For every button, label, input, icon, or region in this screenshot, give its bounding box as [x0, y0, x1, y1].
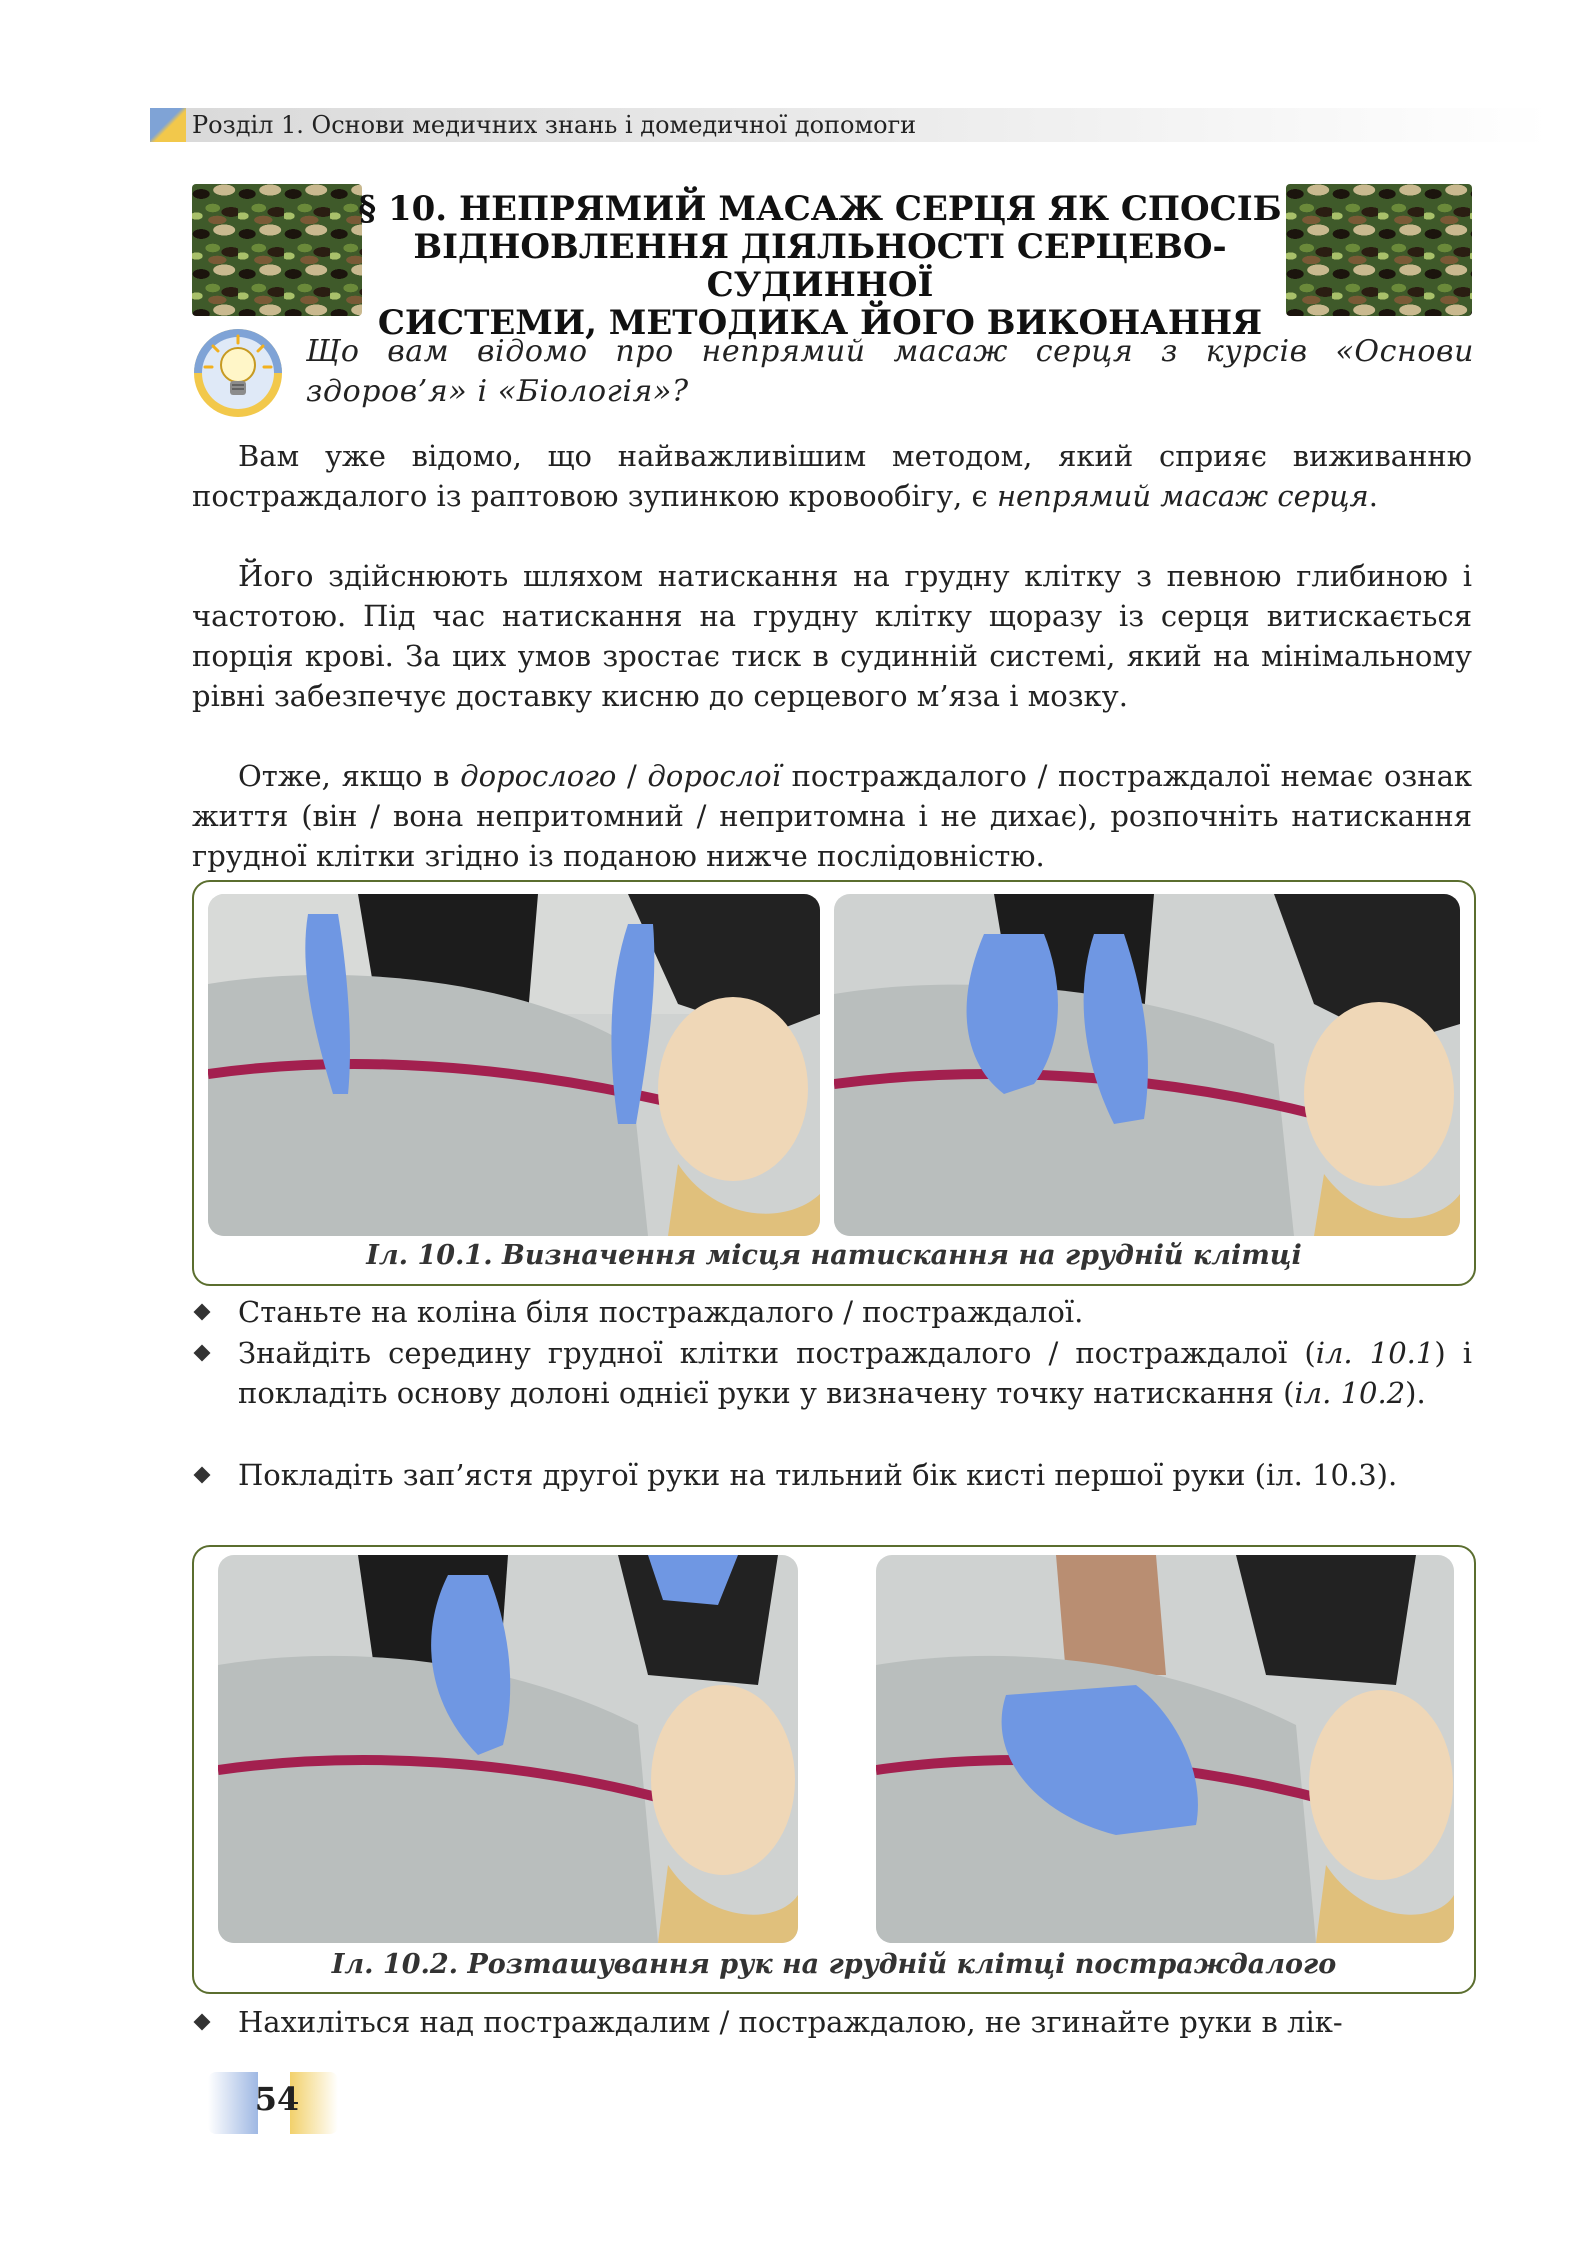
- bullet-diamond-icon: [194, 1467, 211, 1484]
- paragraph-3-emphasis: дорослої: [647, 759, 781, 793]
- paragraph-1: [192, 436, 1472, 516]
- lightbulb-icon: [192, 327, 284, 419]
- paragraph-3: [192, 756, 1472, 876]
- bullet-diamond-icon: [194, 1345, 211, 1362]
- running-header: [150, 108, 1550, 142]
- photo-hand-placement-2: [876, 1555, 1454, 1943]
- bullet-text: Станьте на коліна біля постраждалого / постраждалої.: [238, 1295, 1084, 1329]
- paragraph-1-tail: .: [1368, 479, 1378, 513]
- instruction-bullet-4: [196, 2002, 1472, 2042]
- bullet-diamond-icon: [194, 1304, 211, 1321]
- bullet-text-part: Знайдіть середину грудної клітки постраждалого / постраждалої (: [238, 1336, 1316, 1370]
- page-number-badge: [208, 2072, 348, 2134]
- figure-caption: Іл. 10.1. Визначення місця натискання на грудній клітці: [366, 1240, 1302, 1271]
- instruction-bullet-2: [196, 1333, 1472, 1413]
- paragraph-1-emphasis: непрямий масаж серця: [996, 479, 1369, 513]
- photo-locating-chest-midpoint-1: [208, 894, 820, 1236]
- paragraph-3-text: /: [616, 759, 648, 793]
- bullet-diamond-icon: [194, 2014, 211, 2031]
- intro-question: Що вам відомо про непрямий масаж серця з курсів «Основи здоров’я» і «Біологія»?: [306, 334, 1474, 409]
- camouflage-decoration-left: [192, 184, 362, 316]
- figure-reference: іл. 10.2: [1294, 1376, 1406, 1410]
- figure-reference: іл. 10.1: [1315, 1336, 1435, 1370]
- header-corner-mark: [150, 108, 186, 142]
- bullet-text-part: ).: [1405, 1376, 1426, 1410]
- section-title-line: § 10. НЕПРЯМИЙ МАСАЖ СЕРЦЯ ЯК СПОСІБ: [358, 189, 1282, 229]
- paragraph-3-text: постраждалого / постраждалої немає ознак життя (він / вона непритомний / непритомна і не дихає), розпочніть натискання грудної клітки згідно із поданою нижче послідовністю.: [192, 759, 1472, 873]
- figure-10-2: [192, 1545, 1476, 1994]
- section-title: [350, 190, 1290, 342]
- bullet-text: Нахиліться над постраждалим / постраждалою, не згинайте руки в лік-: [238, 2005, 1343, 2039]
- bullet-text-part: ) і покладіть основу долоні однієї руки у визначену точку натискання (: [238, 1336, 1472, 1410]
- bullet-text: Покладіть зап’ястя другої руки на тильний бік кисті першої руки (іл. 10.3).: [238, 1458, 1398, 1492]
- running-header-title: Розділ 1. Основи медичних знань і домедичної допомоги: [192, 111, 917, 139]
- figure-caption: Іл. 10.2. Розташування рук на грудній клітці постраждалого: [331, 1949, 1337, 1980]
- section-title-line: ВІДНОВЛЕННЯ ДІЯЛЬНОСТІ СЕРЦЕВО-СУДИННОЇ: [413, 227, 1227, 305]
- instruction-bullet-1: [196, 1292, 1472, 1332]
- camouflage-decoration-right: [1286, 184, 1472, 316]
- instruction-bullet-3: [196, 1455, 1472, 1495]
- photo-locating-chest-midpoint-2: [834, 894, 1460, 1236]
- paragraph-3-text: Отже, якщо в: [238, 759, 461, 793]
- bullet-text: [238, 1333, 1472, 1413]
- section-title-line: СИСТЕМИ, МЕТОДИКА ЙОГО ВИКОНАННЯ: [377, 303, 1263, 343]
- photo-hand-placement-1: [218, 1555, 798, 1943]
- paragraph-1-text: Вам уже відомо, що найважливішим методом, який сприяє виживанню постраждалого із раптовою зупинкою кровообігу, є: [192, 439, 1472, 513]
- paragraph-3-emphasis: дорослого: [460, 759, 617, 793]
- page-number: 54: [254, 2080, 300, 2118]
- figure-10-1: [192, 880, 1476, 1286]
- paragraph-2: Його здійснюють шляхом натискання на грудну клітку з певною глибиною і частотою. Під час натискання на грудну клітку щоразу із серця витискається порція крові. За цих умов зростає тиск в судинній системі, який на мінімальному рівні забезпечує доставку кисню до серцевого м’яза і мозку.: [192, 559, 1472, 713]
